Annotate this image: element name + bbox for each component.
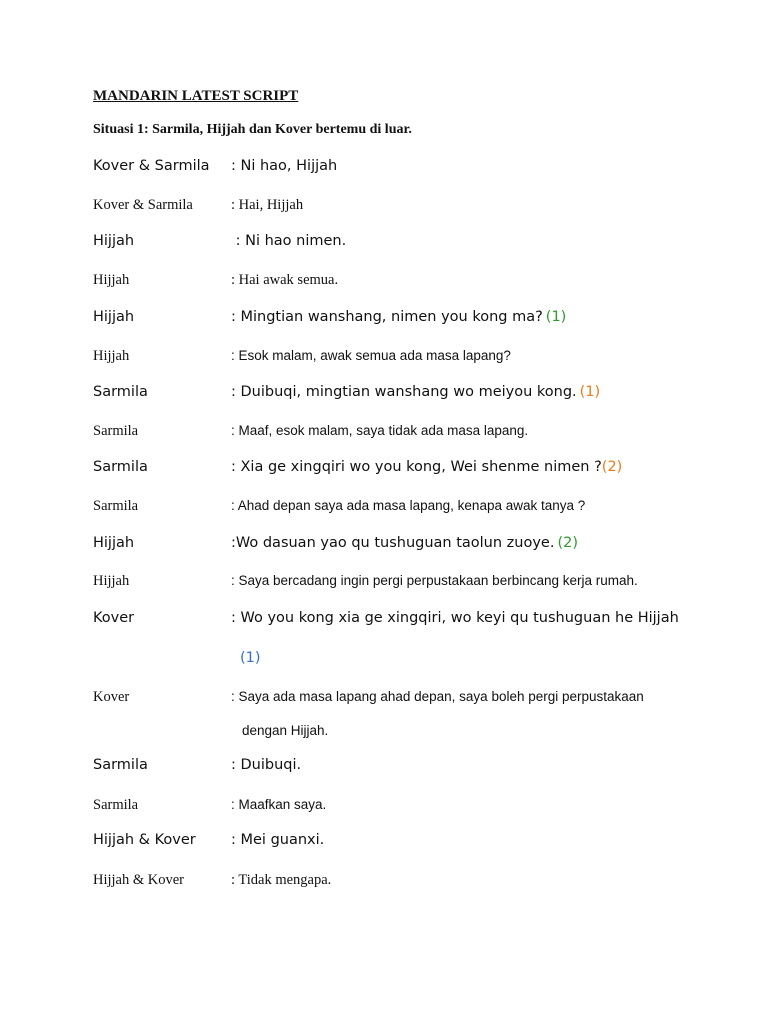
- speaker-label: Hijjah & Kover: [93, 832, 196, 848]
- speaker-label: Hijjah: [93, 348, 130, 364]
- malay-translation: : Tidak mengapa.: [231, 872, 332, 888]
- speaker-label: Hijjah: [93, 309, 135, 325]
- speaker-label: Kover: [93, 610, 135, 626]
- speaker-label: Sarmila: [93, 384, 148, 400]
- malay-translation-continued: dengan Hijjah.: [242, 723, 329, 738]
- speaker-label: Hijjah: [93, 233, 135, 249]
- speaker-label: Kover: [93, 689, 130, 705]
- speaker-label: Hijjah & Kover: [93, 872, 185, 888]
- mandarin-dialogue: [231, 309, 566, 325]
- malay-translation: : Saya ada masa lapang ahad depan, saya boleh pergi perpustakaan: [231, 689, 644, 704]
- document-title: MANDARIN LATEST SCRIPT: [93, 88, 299, 104]
- dialogue-text: : Mingtian wanshang, nimen you kong ma?: [231, 309, 543, 325]
- dialogue-text: : Xia ge xingqiri wo you kong, Wei shenme nimen ?: [231, 459, 602, 475]
- mandarin-dialogue: : Mei guanxi.: [231, 832, 325, 848]
- malay-translation: : Maafkan saya.: [231, 797, 327, 812]
- dialogue-text: :Wo dasuan yao qu tushuguan taolun zuoye.: [231, 535, 555, 551]
- speaker-label: Sarmila: [93, 757, 148, 773]
- speaker-label: Kover & Sarmila: [93, 158, 210, 174]
- mandarin-dialogue: : Wo you kong xia ge xingqiri, wo keyi qu tushuguan he Hijjah: [231, 610, 679, 626]
- mark-number: (1): [240, 650, 261, 666]
- mandarin-dialogue: : Ni hao nimen.: [231, 233, 347, 249]
- speaker-label: Hijjah: [93, 535, 135, 551]
- mark-number: (1): [579, 384, 601, 400]
- mark-number: (1): [545, 309, 567, 325]
- mark-number: (2): [601, 459, 623, 475]
- mandarin-dialogue: : Duibuqi.: [231, 757, 302, 773]
- mark-number: (2): [557, 535, 579, 551]
- dialogue-text: : Duibuqi, mingtian wanshang wo meiyou kong.: [231, 384, 577, 400]
- malay-translation: : Saya bercadang ingin pergi perpustakaan berbincang kerja rumah.: [231, 573, 638, 588]
- mandarin-dialogue: [231, 384, 600, 400]
- malay-translation: : Esok malam, awak semua ada masa lapang?: [231, 348, 511, 363]
- situation-heading: Situasi 1: Sarmila, Hijjah dan Kover bertemu di luar.: [93, 122, 412, 137]
- speaker-label: Hijjah: [93, 573, 130, 589]
- speaker-label: Sarmila: [93, 797, 139, 813]
- malay-translation: : Maaf, esok malam, saya tidak ada masa lapang.: [231, 423, 529, 438]
- speaker-label: Sarmila: [93, 498, 139, 514]
- mandarin-dialogue: [231, 535, 578, 551]
- mandarin-dialogue: [231, 459, 622, 475]
- malay-translation: : Hai, Hijjah: [231, 197, 304, 213]
- speaker-label: Sarmila: [93, 423, 139, 439]
- malay-translation: : Ahad depan saya ada masa lapang, kenapa awak tanya ?: [231, 498, 586, 513]
- malay-translation: : Hai awak semua.: [231, 272, 339, 288]
- speaker-label: Hijjah: [93, 272, 130, 288]
- speaker-label: Kover & Sarmila: [93, 197, 193, 213]
- mandarin-dialogue: : Ni hao, Hijjah: [231, 158, 338, 174]
- speaker-label: Sarmila: [93, 459, 148, 475]
